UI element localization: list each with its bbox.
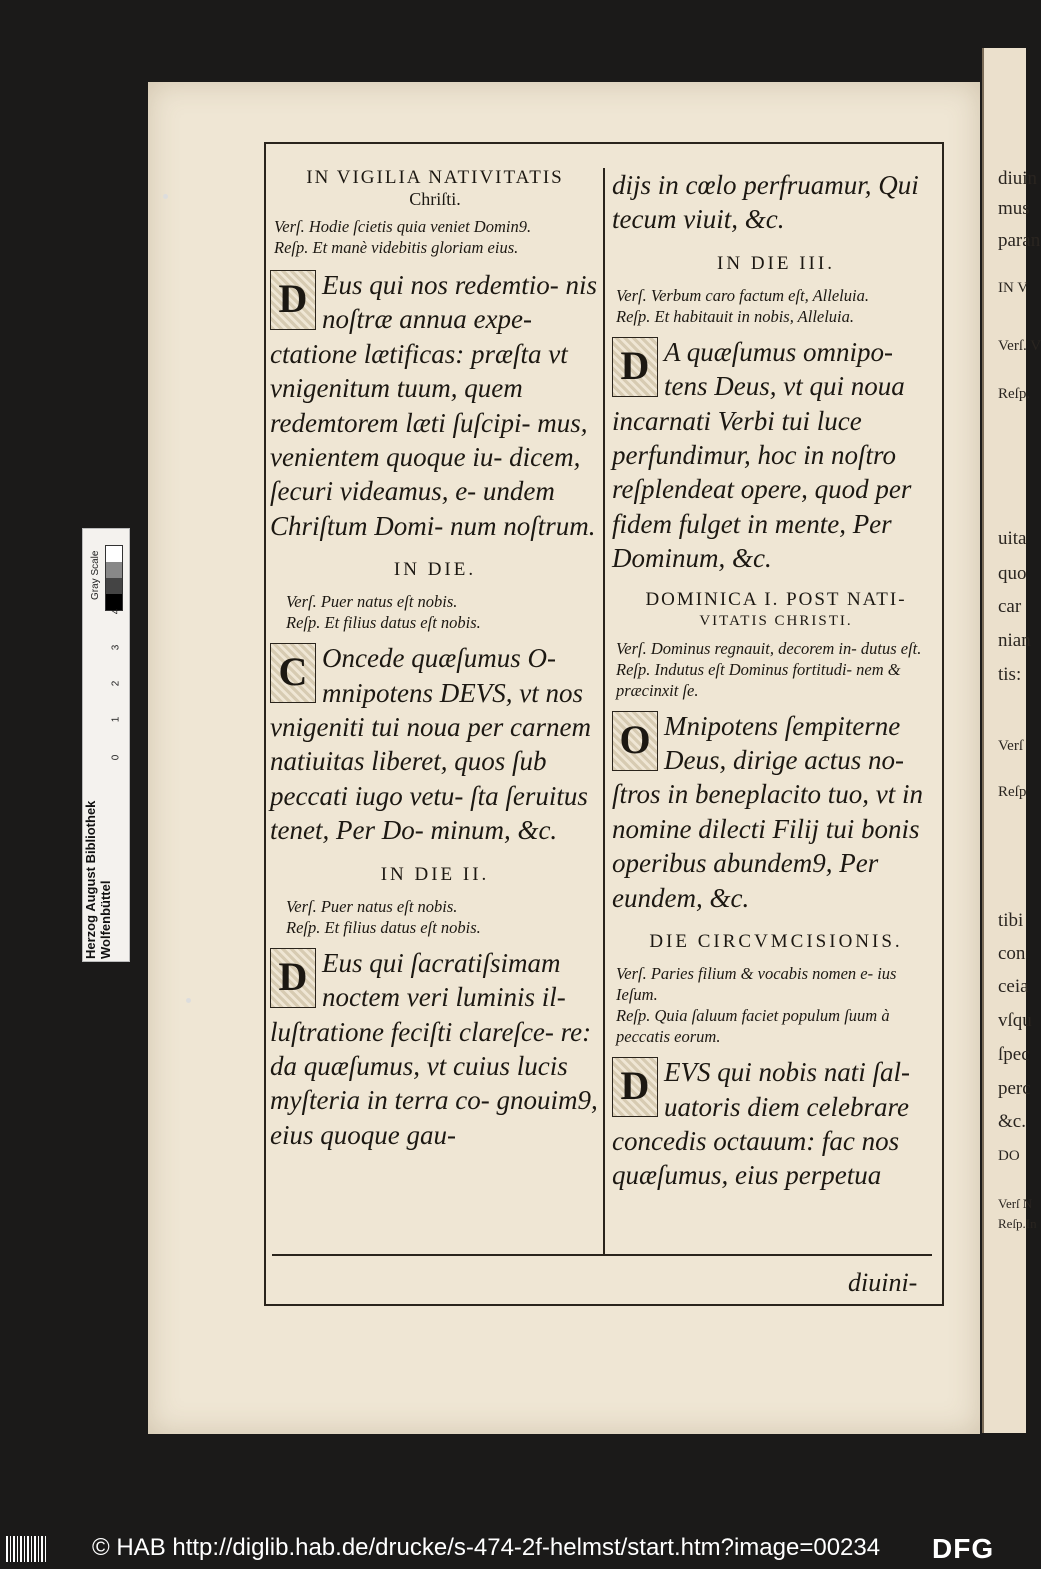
left-column [270,168,600,1152]
fragment: uita [998,528,1027,549]
fragment: Reſp [998,784,1027,800]
versicle: Verſ. Paries filium & vocabis nomen e- ius Ieſum. [616,964,897,1005]
prayer-text: Eus qui ſacratiſsimam noctem veri luminis il- luſtratione feciſti clareſce- re: da quæſumus, vt cuius lucis myſteria in terra co- gnouim9, eius quoque gau- [270,947,598,1150]
fragment: ſpec [998,1044,1030,1065]
fragment: tis: [998,664,1022,685]
barcode-icon [6,1536,46,1562]
fragment: Verſ. V [998,338,1041,354]
footer-link[interactable]: © HAB http://diglib.hab.de/drucke/s-474-2f-helmst/start.htm?image=00234 [92,1534,881,1561]
response: Reſp. Et manè videbitis gloriam eius. [274,238,519,257]
footer-bar [0,1530,1024,1569]
fragment: DO [998,1148,1020,1164]
adjacent-page-edge [982,48,1041,1433]
versicle: Verſ. Puer natus eſt nobis. [286,592,458,612]
prayer [612,709,940,915]
fragment: Verſ [998,738,1023,754]
catchword: diuini- [848,1268,918,1297]
ruler-tick: 1 [110,716,122,723]
versicle: Verſ. Dominus regnauit, decorem in- dutus eſt. [616,638,922,658]
decorated-initial: D [270,270,316,330]
prayer-text: Oncede quæſumus O- mnipotens DEVS, vt nos vnigeniti tui noua per carnem natiuitas liberet, quos ſub peccati iugo vetu- ſta ſeruitus tenet, Per Do- minum, &c. [270,643,591,846]
prayer-text: A quæſumus omnipo- tens Deus, vt qui noua incarnati Verbi tui luce perfundimur, hoc in noſtro reſplendeat opere, quod per fidem fulget in mente, Per Dominum, &c. [612,336,912,574]
fragment: con [998,943,1026,964]
prayer-text: Mnipotens ſempiterne Deus, dirige actus no- ſtros in beneplacito tuo, vt in nomine dilecti Filij tui bonis operibus abundem9, Per eundem, &c. [612,710,923,913]
ruler-tick: 0 [110,754,122,761]
versicle: Verſ. Verbum caro factum eſt, Alleluia. [616,285,869,305]
response: Reſp. Et habitauit in nobis, Alleluia. [616,306,855,326]
heading: IN DIE II. [380,863,490,885]
prayer [270,641,600,847]
fragment: mus [998,198,1030,219]
ruler-tick: 4 [110,608,122,615]
prayer [612,1055,940,1193]
fragment: paran [998,230,1041,251]
prayer [612,335,940,576]
fragment: tibi [998,910,1024,931]
dust-dot [186,998,191,1003]
prayer-continuation: dijs in cœlo perfruamur, Qui tecum viuit, &c. [612,170,919,235]
fragment: Verſ N [998,1196,1033,1211]
response: Reſp. Indutus eſt Dominus fortitudi- nem & præcinxit ſe. [616,659,901,700]
decorated-initial: D [612,337,658,397]
fragment: ceia [998,976,1029,997]
response: Reſp. Quia ſaluum faciet populum ſuum à peccatis eorum. [616,1006,890,1047]
versicle: Verſ. Puer natus eſt nobis. [286,896,458,916]
heading: IN DIE III. [717,252,835,274]
heading-sub: VITATIS CHRISTI. [699,612,853,629]
fragment: quo [998,563,1027,584]
right-column [612,168,940,1193]
fragment: perc [998,1078,1031,1099]
fragment: IN V [998,280,1029,296]
gray-scale-swatch [105,545,123,611]
ruler-title: Herzog August Bibliothek [83,800,98,959]
fragment: Reſp.In [998,1216,1037,1231]
ruler-subtitle: Wolfenbüttel [98,880,113,959]
ruler-tick: 2 [110,680,122,687]
decorated-initial: D [270,948,316,1008]
fragment: Reſp. [998,386,1031,402]
prayer [270,268,600,543]
prayer-text: EVS qui nobis nati ſal- uatoris diem celebrare concedis octauum: fac nos quæſumus, eius perpetua [612,1057,910,1191]
heading: DOMINICA I. POST NATI- [645,588,907,610]
dust-dot [163,194,168,199]
response: Reſp. Et filius datus eſt nobis. [286,917,481,937]
heading: IN DIE. [393,559,477,581]
heading: DIE CIRCVMCISIONIS. [649,931,903,953]
ruler-tick: 3 [110,644,122,651]
dfg-logo: DFG [932,1533,995,1564]
decorated-initial: D [612,1057,658,1117]
fragment: car [998,596,1022,617]
response: Reſp. Et filius datus eſt nobis. [286,613,481,633]
gray-scale-label: Gray Scale [90,550,101,600]
prayer-text: Eus qui nos redemtio- nis noſtræ annua expe- ctatione lætificas: præſta vt vnigenitum tuum, quem redemtorem læti ſuſcipi- mus, venientem quoque iu- dicem, ſecuri videamus, e- undem Chriſtum Domi- num noſtrum. [270,270,597,541]
decorated-initial: O [612,711,658,771]
heading-sub: Chriſti. [409,189,461,209]
fragment: vſqu [998,1010,1032,1031]
prayer [270,946,600,1152]
fragment: &c. [998,1111,1026,1132]
fragment: diuin [998,168,1038,189]
decorated-initial: C [270,643,316,703]
versicle: Verſ. Hodie ſcietis quia veniet Domin9. [274,217,532,236]
heading: IN VIGILIA NATIVITATIS [306,167,564,188]
fragment: nian [998,630,1031,651]
column-rule [603,168,605,1254]
